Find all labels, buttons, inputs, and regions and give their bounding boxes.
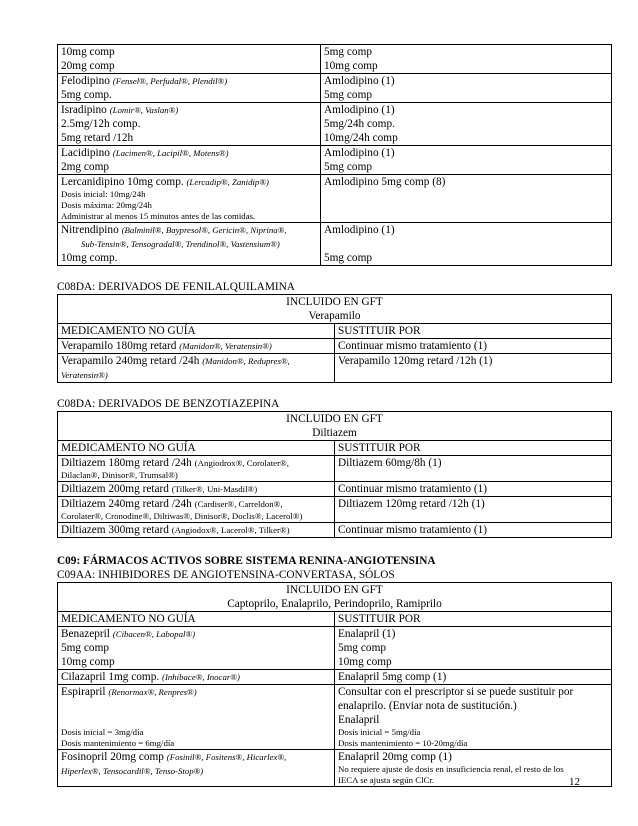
cell-text: 5mg comp: [324, 46, 373, 58]
section-heading: C09AA: INHIBIDORES DE ANGIOTENSINA-CONVERTASA, SÓLOS: [57, 569, 395, 581]
drug-name: Isradipino: [61, 104, 107, 116]
brand-names: (Balminil®, Baypresol®, Gericin®, Niprina®,: [121, 225, 287, 235]
column-header: MEDICAMENTO NO GUÍA: [58, 324, 335, 339]
brand-names: (Cardiser®, Carreldon®,: [194, 499, 283, 509]
brand-names: (Angiodox®, Lacerol®, Tilker®): [171, 525, 290, 535]
drug-name: Diltiazem 200mg retard: [61, 483, 169, 495]
table-header: [58, 612, 612, 627]
cell-text: Amlodipino 5mg comp (8): [324, 176, 446, 188]
benzothiazepine-table: [57, 411, 612, 538]
cell-text: 5mg comp: [324, 89, 373, 101]
cell-text: Enalapril (1): [338, 628, 396, 640]
dose-note: Dosis inicial: 10mg/24h: [61, 189, 146, 199]
drug-name: Verapamilo 240mg retard /24h: [61, 355, 200, 367]
drug-name: Lercanidipino 10mg comp.: [61, 176, 184, 188]
table-row: [58, 146, 612, 175]
cell-text: 10mg comp: [61, 46, 115, 58]
brand-names: (Manidon®, Veratensin®): [179, 341, 272, 351]
included-label: INCLUIDO EN GFT: [286, 584, 383, 596]
cell-text: Enalapril 20mg comp (1): [338, 751, 452, 763]
cell-text: 5mg comp: [338, 642, 387, 654]
drug-name: Nitrendipino: [61, 224, 119, 236]
brand-names: Dilaclan®, Dinisor®, Trumsal®): [61, 470, 178, 480]
table-row: [58, 497, 612, 523]
cell-text: 20mg comp: [61, 60, 115, 72]
drug-name: Diltiazem 240mg retard /24h: [61, 498, 192, 510]
column-header: SUSTITUIR POR: [335, 612, 612, 627]
brand-names: (Renormax®, Renpres®): [108, 687, 197, 697]
cell-text: Enalapril: [338, 714, 380, 726]
cell-text: Diltiazem 60mg/8h (1): [335, 456, 612, 482]
ace-inhibitor-table: [57, 582, 612, 787]
phenylalkylamine-table: [57, 294, 612, 383]
drug-name: Diltiazem 180mg retard /24h: [61, 457, 192, 469]
dose-note: No requiere ajuste de dosis en insuficiencia renal, el resto de los: [338, 764, 564, 774]
cell-text: 5mg comp: [324, 161, 373, 173]
drug-name: Espirapril: [61, 686, 106, 698]
table-row: [58, 456, 612, 482]
table-row: [58, 750, 612, 787]
brand-names: (Manidon®, Redupres®,: [202, 356, 290, 366]
brand-names: (Lercadip®, Zanidip®): [186, 177, 269, 187]
table-header: [58, 324, 612, 339]
cell-text: 5mg comp.: [61, 89, 112, 101]
brand-names: (Tilker®, Uni-Masdil®): [171, 484, 258, 494]
included-drug: Verapamilo: [308, 310, 361, 322]
section-heading: C08DA: DERIVADOS DE FENILALQUILAMINA: [57, 281, 295, 293]
cell-text: Continuar mismo tratamiento (1): [335, 339, 612, 354]
brand-names: (Lomir®, Vaslan®): [109, 105, 179, 115]
table-row: [58, 339, 612, 354]
brand-names: Veratensin®): [61, 370, 108, 380]
drug-name: Diltiazem 300mg retard: [61, 524, 169, 536]
drug-name: Verapamilo 180mg retard: [61, 340, 177, 352]
table-row: [58, 103, 612, 146]
cell-text: Enalapril 5mg comp (1): [335, 670, 612, 685]
cell-text: 5mg comp: [324, 252, 373, 264]
drug-name: Lacidipino: [61, 147, 110, 159]
dose-note: Dosis mantenimiento = 10-20mg/día: [338, 738, 468, 748]
table-row: [58, 354, 612, 383]
table-header: [58, 441, 612, 456]
cell-text: 5mg retard /12h: [61, 132, 134, 144]
column-header: SUSTITUIR POR: [335, 441, 612, 456]
column-header: MEDICAMENTO NO GUÍA: [58, 441, 335, 456]
cell-text: 10mg/24h comp: [324, 132, 398, 144]
table-row: [58, 523, 612, 538]
cell-text: 5mg/24h comp.: [324, 118, 395, 130]
brand-names: Corolater®, Cronodine®, Diltiwas®, Dinisor®, Doclis®, Lacerol®): [61, 511, 303, 521]
brand-names: (Inhibace®, Inocar®): [162, 672, 240, 682]
brand-names: (Angiodrox®, Corolater®,: [194, 458, 289, 468]
cell-text: 5mg comp: [61, 642, 110, 654]
dose-note: Dosis máxima: 20mg/24h: [61, 200, 152, 210]
page-number: 12: [569, 776, 580, 788]
table-row: [58, 482, 612, 497]
table-row: [58, 627, 612, 670]
cell-text: Consultar con el prescriptor si se puede sustituir por: [338, 686, 574, 698]
dihydropyridine-table: [57, 44, 612, 266]
cell-text: Diltiazem 120mg retard /12h (1): [335, 497, 612, 523]
column-header: SUSTITUIR POR: [335, 324, 612, 339]
brand-names: Sub-Tensin®, Tensogradal®, Trendinol®, Vastensium®): [81, 239, 280, 249]
cell-text: 10mg comp: [338, 656, 392, 668]
dose-note: Administrar al menos 15 minutos antes de las comidas.: [61, 211, 256, 221]
table-row: [58, 223, 612, 266]
included-label: INCLUIDO EN GFT: [286, 296, 383, 308]
cell-text: 10mg comp: [324, 60, 378, 72]
column-header: MEDICAMENTO NO GUÍA: [58, 612, 335, 627]
drug-name: Benazepril: [61, 628, 110, 640]
dose-note: Dosis inicial = 3mg/día: [61, 727, 144, 737]
table-row: [58, 45, 612, 74]
chapter-title: C09: FÁRMACOS ACTIVOS SOBRE SISTEMA RENINA-ANGIOTENSINA: [57, 555, 436, 567]
table-row: [58, 74, 612, 103]
table-row: [58, 670, 612, 685]
drug-name: Fosinopril 20mg comp: [61, 751, 164, 763]
cell-text: Amlodipino (1): [324, 104, 395, 116]
brand-names: Hiperlex®, Tensocardil®, Tenso-Stop®): [61, 766, 204, 776]
included-label: INCLUIDO EN GFT: [286, 413, 383, 425]
dose-note: Dosis inicial = 5mg/día: [338, 727, 421, 737]
dose-note: Dosis mantenimiento = 6mg/día: [61, 738, 175, 748]
included-drug: Diltiazem: [312, 427, 357, 439]
cell-text: Amlodipino (1): [324, 75, 395, 87]
cell-text: Amlodipino (1): [324, 224, 395, 236]
cell-text: 2mg comp: [61, 161, 110, 173]
cell-text: Amlodipino (1): [324, 147, 395, 159]
cell-text: Continuar mismo tratamiento (1): [335, 523, 612, 538]
cell-text: 10mg comp.: [61, 252, 118, 264]
cell-text: enalaprilo. (Enviar nota de sustitución.): [338, 700, 517, 712]
brand-names: (Fensel®, Perfudal®, Plendil®): [112, 76, 228, 86]
cell-text: Continuar mismo tratamiento (1): [335, 482, 612, 497]
document-page: [57, 44, 612, 787]
table-row: [58, 175, 612, 223]
dose-note: IECA se ajusta según ClCr.: [338, 775, 435, 785]
brand-names: (Lacimen®, Lacipil®, Motens®): [112, 148, 229, 158]
cell-text: Verapamilo 120mg retard /12h (1): [335, 354, 612, 383]
section-heading: C08DA: DERIVADOS DE BENZOTIAZEPINA: [57, 398, 280, 410]
table-row: [58, 685, 612, 750]
drug-name: Cilazapril 1mg comp.: [61, 671, 160, 683]
drug-name: Felodipino: [61, 75, 110, 87]
brand-names: (Cibacen®, Labopal®): [112, 629, 196, 639]
cell-text: 2.5mg/12h comp.: [61, 118, 141, 130]
included-drug: Captoprilo, Enalaprilo, Perindoprilo, Ramiprilo: [227, 598, 442, 610]
cell-text: 10mg comp: [61, 656, 115, 668]
brand-names: (Fosinil®, Fositens®, Hicarlex®,: [166, 752, 287, 762]
